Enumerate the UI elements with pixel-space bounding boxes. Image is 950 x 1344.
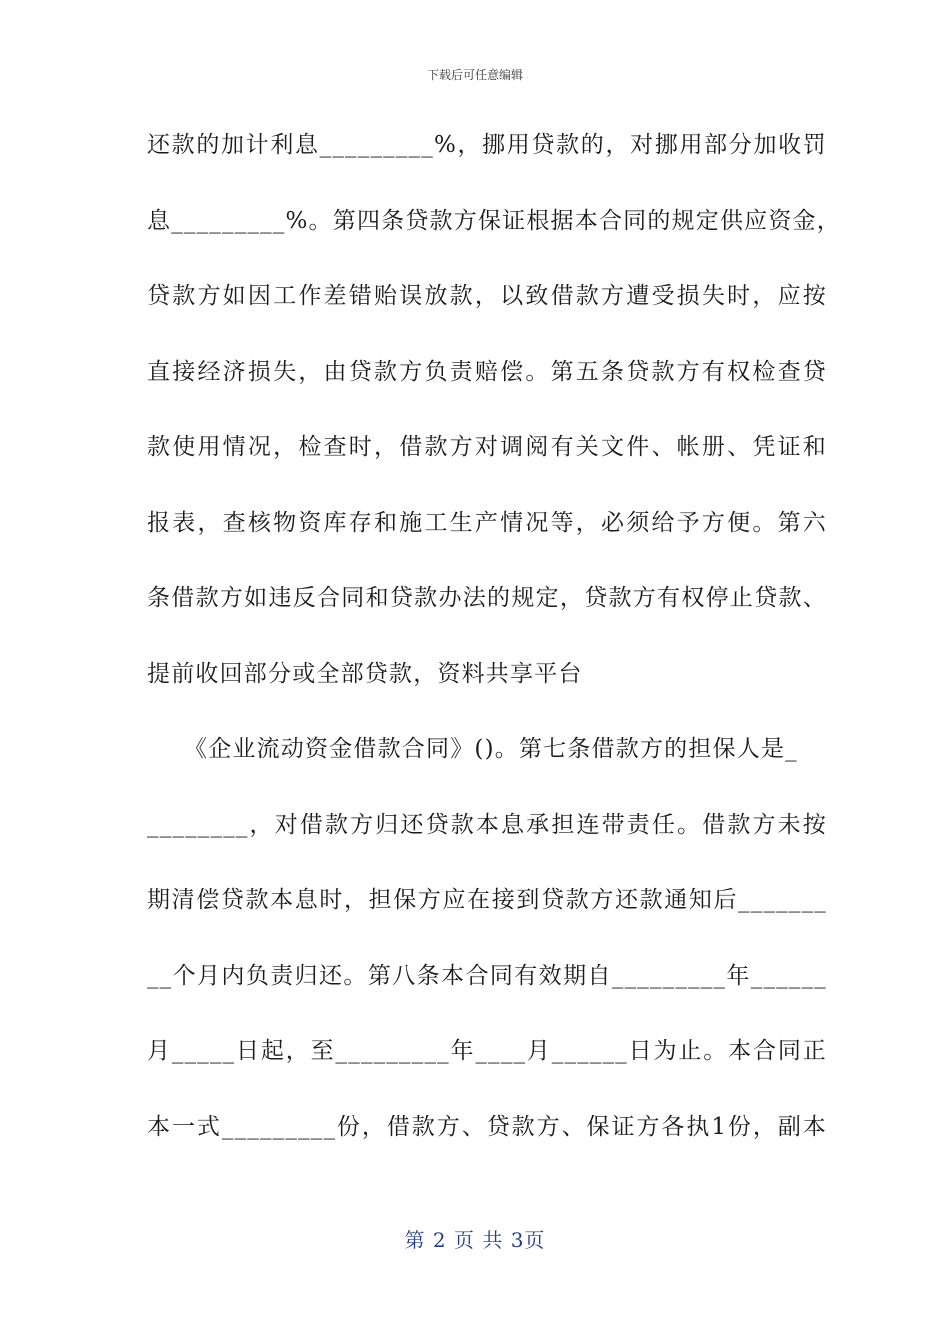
text-line: 报表，查核物资库存和施工生产情况等，必须给予方便。第六 (147, 509, 827, 536)
text-line: __个月内负责归还。第八条本合同有效期自_________年______ (147, 962, 827, 989)
text-line: 息_________%。第四条贷款方保证根据本合同的规定供应资金， (147, 207, 841, 234)
text-line: 提前收回部分或全部贷款，资料共享平台 (147, 660, 583, 687)
text-line: 款使用情况，检查时，借款方对调阅有关文件、帐册、凭证和 (147, 434, 827, 460)
text-line: 期清偿贷款本息时，担保方应在接到贷款方还款通知后_______ (147, 887, 827, 913)
text-line: 贷款方如因工作差错贻误放款，以致借款方遭受损失时，应按 (147, 283, 827, 309)
text-line: 还款的加计利息_________%，挪用贷款的，对挪用部分加收罚 (147, 132, 827, 158)
text-line: 条借款方如违反合同和贷款办法的规定，贷款方有权停止贷款、 (147, 585, 827, 611)
text-line: ________，对借款方归还贷款本息承担连带责任。借款方未按 (147, 811, 827, 838)
page-number-footer: 第 2 页 共 3页 (404, 1228, 546, 1252)
text-line: 《企业流动资金借款合同》()。第七条借款方的担保人是_ (184, 736, 798, 762)
document-body (147, 124, 841, 1181)
page-header: 下载后可任意编辑 (426, 68, 523, 82)
text-line: 月_____日起，至_________年____月______日为止。本合同正 (147, 1038, 827, 1064)
text-line: 本一式_________份，借款方、贷款方、保证方各执1份，副本 (147, 1113, 827, 1140)
text-line: 直接经济损失，由贷款方负责赔偿。第五条贷款方有权检查贷 (147, 358, 827, 385)
